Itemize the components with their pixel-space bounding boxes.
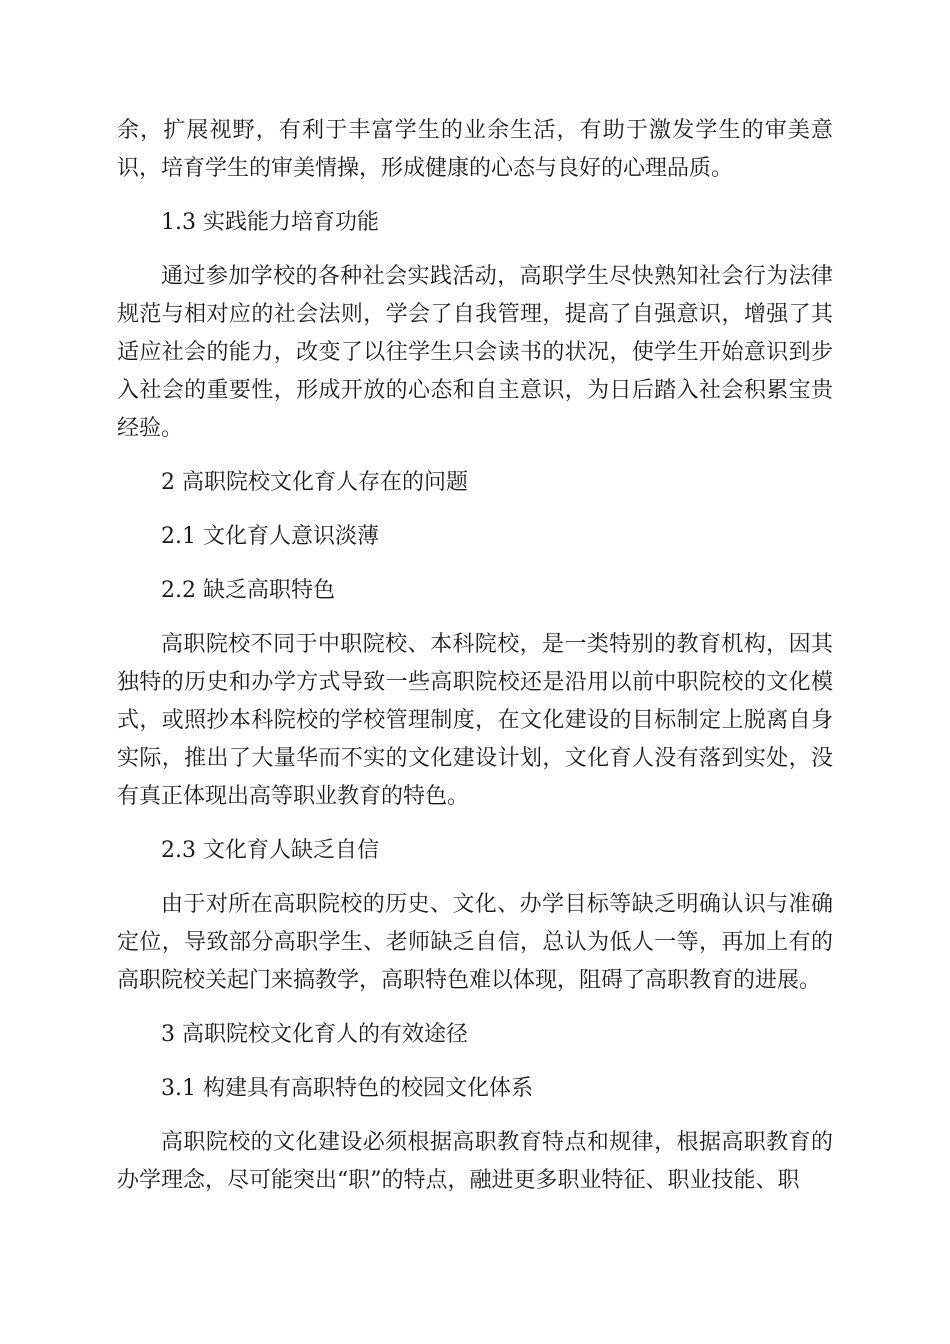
paragraph-2-3: 由于对所在高职院校的历史、文化、办学目标等缺乏明确认识与准确定位，导致部分高职学生、老师缺乏自信，总认为低人一等，再加上有的高职院校关起门来搞教学，高职特色难以体现，阻碍了高职教育的进展。 <box>117 892 833 993</box>
document-page <box>117 112 833 1200</box>
section-heading-2: 2 高职院校文化育人存在的问题 <box>161 470 468 495</box>
section-heading-2-3: 2.3 文化育人缺乏自信 <box>161 838 379 863</box>
section-heading-3: 3 高职院校文化育人的有效途径 <box>161 1022 468 1047</box>
section-heading-3-1: 3.1 构建具有高职特色的校园文化体系 <box>161 1076 533 1101</box>
section-heading-2-2: 2.2 缺乏高职特色 <box>161 578 335 603</box>
section-heading-1-3: 1.3 实践能力培育功能 <box>161 210 379 235</box>
paragraph-3-1: 高职院校的文化建设必须根据高职教育特点和规律，根据高职教育的办学理念，尽可能突出“职”的特点，融进更多职业特征、职业技能、职 <box>117 1130 833 1193</box>
paragraph-2-2: 高职院校不同于中职院校、本科院校，是一类特别的教育机构，因其独特的历史和办学方式导致一些高职院校还是沿用以前中职院校的文化模式，或照抄本科院校的学校管理制度，在文化建设的目标制定上脱离自身实际，推出了大量华而不实的文化建设计划，文化育人没有落到实处，没有真正体现出高等职业教育的特色。 <box>117 632 833 809</box>
paragraph-intro: 余，扩展视野，有利于丰富学生的业余生活，有助于激发学生的审美意识，培育学生的审美情操，形成健康的心态与良好的心理品质。 <box>117 118 833 181</box>
paragraph-1-3: 通过参加学校的各种社会实践活动，高职学生尽快熟知社会行为法律规范与相对应的社会法则，学会了自我管理，提高了自强意识，增强了其适应社会的能力，改变了以往学生只会读书的状况，使学生开始意识到步入社会的重要性，形成开放的心态和自主意识，为日后踏入社会积累宝贵经验。 <box>117 264 833 441</box>
section-heading-2-1: 2.1 文化育人意识淡薄 <box>161 524 379 549</box>
